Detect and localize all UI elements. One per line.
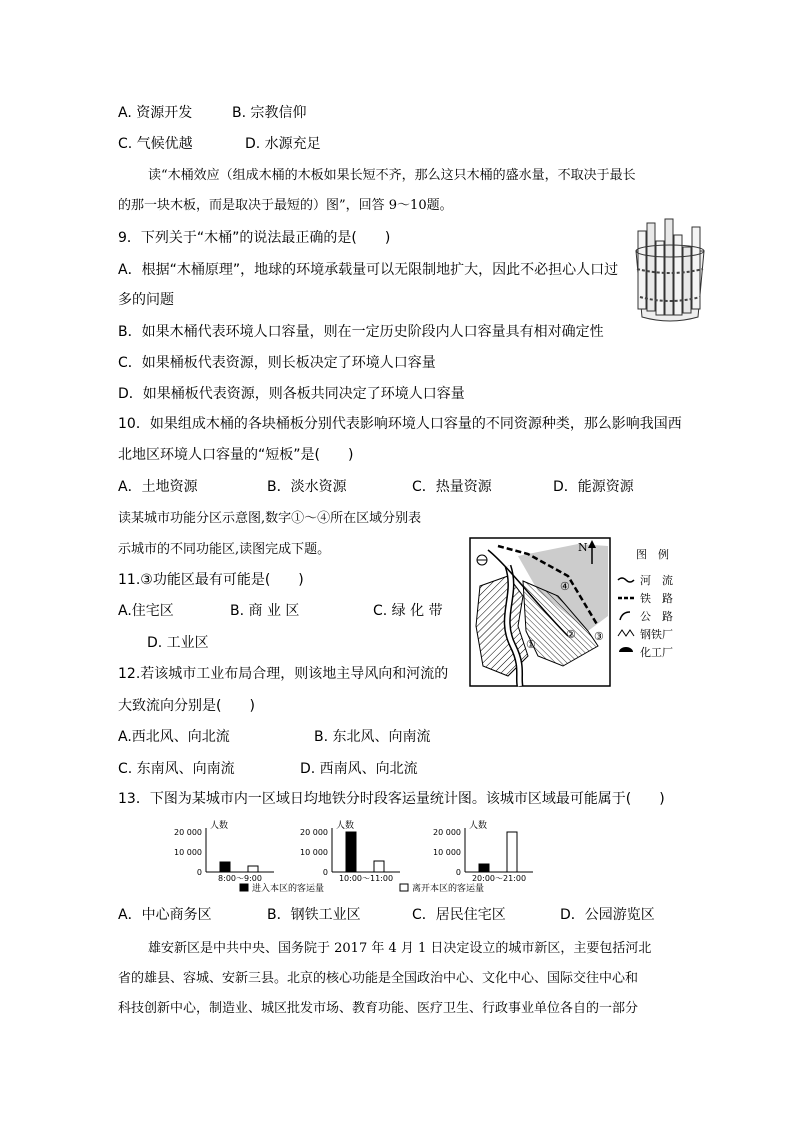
q10-option-d: D．能源资源 [553,479,634,495]
chart-ytick-label: 20 000 [433,828,461,837]
chart-ytick-label: 0 [196,868,202,877]
chart-ytick-label: 10 000 [433,848,461,857]
q13-option-a: A．中心商务区 [118,907,212,923]
q9-option-a-line1: A．根据“木桶原理”，地球的环境承载量可以无限制地扩大，因此不必担心人口过 [118,262,619,278]
q9-option-a-line2: 多的问题 [118,292,174,308]
road-legend-icon [620,612,630,620]
q11-option-b: B. 商 业 区 [230,603,300,619]
q11-option-c: C. 绿 化 带 [373,603,443,619]
q10-stem-line2: 北地区环境人口容量的“短板”是( ) [118,447,354,463]
chart-ytick-label: 0 [455,868,461,877]
chart-legend-label: 进入本区的客运量 [252,884,325,894]
metro-ridership-chart [160,818,580,894]
q12-stem-line1: 12.若该城市工业布局合理，则该地主导风向和河流的 [118,666,449,682]
q12-option-b: B. 东北风、向南流 [314,729,431,745]
chart-category-label: 8:00～9:00 [218,874,262,883]
q9-option-d: D．如果桶板代表资源，则各板共同决定了环境人口容量 [118,386,465,402]
q13-stem: 13．下图为某城市内一区域日均地铁分时段客运量统计图。该城市区域最可能属于( ) [118,791,665,807]
chart-category-label: 10:00～11:00 [338,874,394,883]
chart-ylabel: 人数 [469,821,488,831]
q12-option-a: A.西北风、向北流 [118,729,230,745]
chart-ylabel: 人数 [210,821,229,831]
chart-legend-swatch [400,884,408,891]
map-zone-4: ④ [560,580,570,593]
q8-option-b: B. 宗教信仰 [232,105,307,121]
intro-11-12-line2: 示城市的不同功能区,读图完成下题。 [118,542,331,557]
q8-option-a: A. 资源开发 [118,105,193,121]
q10-option-c: C．热量资源 [412,479,492,495]
passage-line3: 科技创新中心，制造业、城区批发市场、教育功能、医疗卫生、行政事业单位各自的一部分 [118,1001,639,1016]
chart-ylabel: 人数 [336,821,355,831]
q11-option-d: D. 工业区 [147,635,209,651]
q12-stem-line2: 大致流向分别是( ) [118,698,255,714]
map-zone-3: ③ [594,630,604,643]
legend-road: 公 路 [640,610,673,623]
chart-category-label: 20:00～21:00 [471,874,527,883]
chart-bar [248,866,258,872]
legend-chemical-plant: 化工厂 [640,646,673,659]
chart-ytick-label: 20 000 [300,828,328,837]
wooden-barrel-image [628,217,712,325]
chemical-plant-legend-icon [619,647,633,652]
chart-legend-label: 离开本区的客运量 [412,884,485,894]
passage-line2: 省的雄县、容城、安新三县。北京的核心功能是全国政治中心、文化中心、国际交往中心和 [118,971,639,986]
legend-river: 河 流 [640,574,673,587]
q8-option-d: D. 水源充足 [245,136,321,152]
q13-option-b: B．钢铁工业区 [267,907,361,923]
q11-stem: 11.③功能区最有可能是( ) [118,572,304,588]
q10-stem-line1: 10．如果组成木桶的各块桶板分别代表影响环境人口容量的不同资源种类，那么影响我国西 [118,416,682,432]
chart-ytick-label: 20 000 [174,828,202,837]
chart-ytick-label: 10 000 [300,848,328,857]
passage-line1: 雄安新区是中共中央、国务院于 2017 年 4 月 1 日决定设立的城市新区，主要包括河北 [148,941,652,956]
q8-option-c: C. 气候优越 [118,136,193,152]
chart-bar [220,862,230,872]
city-function-map [468,536,708,688]
chart-legend-swatch [240,884,248,891]
q13-option-c: C．居民住宅区 [412,907,506,923]
q9-stem: 9．下列关于“木桶”的说法最正确的是( ) [118,230,391,246]
chart-bar [346,832,356,872]
chart-ytick-label: 10 000 [174,848,202,857]
q9-option-b: B．如果木桶代表环境人口容量，则在一定历史阶段内人口容量具有相对确定性 [118,324,604,340]
map-zone-2: ② [566,628,576,641]
q11-option-a: A.住宅区 [118,603,174,619]
q10-option-b: B．淡水资源 [267,479,347,495]
map-zone-1: ① [526,638,536,651]
steel-plant-legend-icon [618,630,634,636]
q12-option-c: C. 东南风、向南流 [118,761,235,777]
legend-railway: 铁 路 [640,592,673,605]
river-legend-icon [618,578,634,582]
map-north-label: N [578,541,588,554]
chart-bar [374,861,384,872]
intro-9-10-line1: 读“木桶效应（组成木桶的木板如果长短不齐，那么这只木桶的盛水量，不取决于最长 [148,168,636,183]
intro-11-12-line1: 读某城市功能分区示意图,数字①～④所在区域分别表 [118,511,422,526]
intro-9-10-line2: 的那一块木板，而是取决于最短的）图”，回答 9～10题。 [118,198,453,213]
map-legend-title: 图 例 [636,548,669,561]
q12-option-d: D. 西南风、向北流 [300,761,418,777]
legend-steel-plant: 钢铁厂 [640,628,673,641]
chart-bar [479,864,489,872]
chart-ytick-label: 0 [322,868,328,877]
chart-bar [507,832,517,872]
q9-option-c: C．如果桶板代表资源，则长板决定了环境人口容量 [118,355,436,371]
q10-option-a: A．土地资源 [118,479,198,495]
q13-option-d: D．公园游览区 [560,907,655,923]
